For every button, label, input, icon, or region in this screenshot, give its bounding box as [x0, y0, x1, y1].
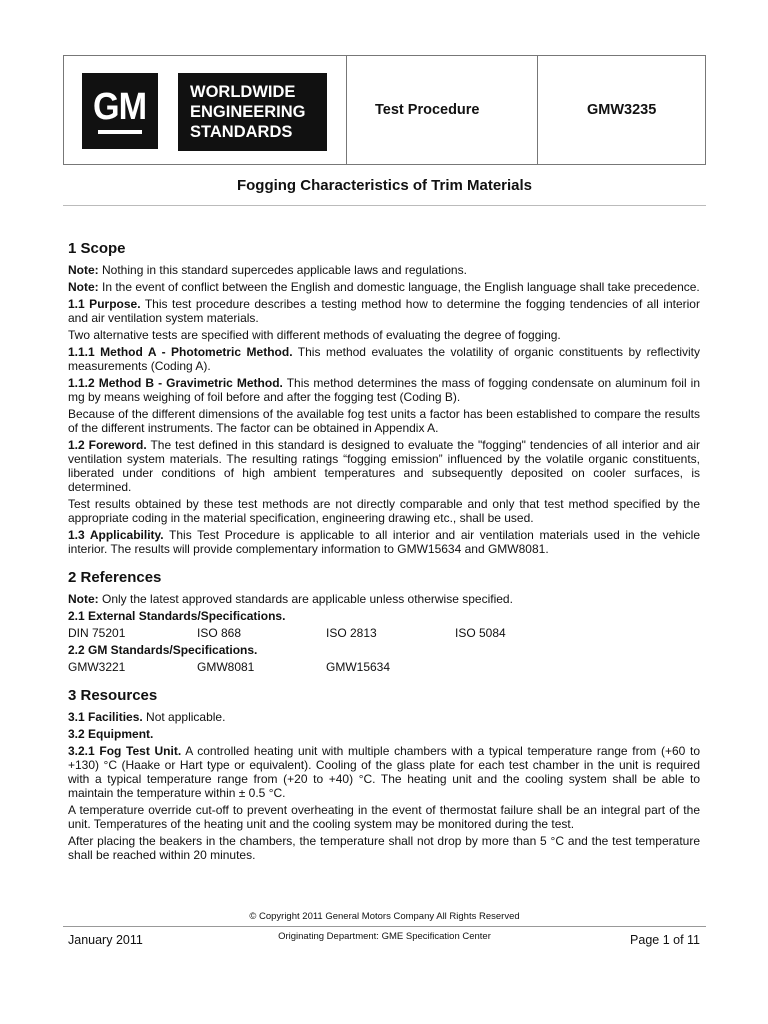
references-note: Note: Only the latest approved standards are applicable unless otherwise specified. [68, 592, 513, 606]
reference-item: ISO 5084 [455, 626, 506, 640]
header-divider [537, 56, 538, 164]
footer-copyright: © Copyright 2011 General Motors Company All Rights Reserved [249, 911, 520, 922]
footer-date: January 2011 [68, 933, 143, 947]
external-standards-list [68, 626, 700, 640]
applicability-paragraph: 1.3 Applicability. This Test Procedure is applicable to all interior and air ventilation materials used in the vehicle interior. The results will provide complementary information to GMW15634 and GMW8081. [68, 528, 700, 556]
fog-test-unit-paragraph: 3.2.1 Fog Test Unit. A controlled heating unit with multiple chambers with a typical temperature range from (+60 to +130) °C (Haake or Hart type or equivalent). Cooling of the glass plate for each test chamber in the unit is required with a typical temperature range from (+20 to +40) °C. The heating unit and the cooling system shall be able to maintain the temperature within ± 0.5 °C. [68, 744, 700, 800]
external-standards-heading: 2.1 External Standards/Specifications. [68, 609, 286, 623]
reference-item: GMW15634 [326, 660, 391, 674]
gm-standards-list [68, 660, 700, 674]
gm-logo [82, 73, 158, 149]
foreword-paragraph: 1.2 Foreword. The test defined in this standard is designed to evaluate the "fogging" tendencies of all interior and air ventilation system materials. The resulting ratings “fogging emission” influenced by the volatile organic constituents, liberated under conditions of high ambient temperatures and subsequently deposited on cooler surfaces, is determined. [68, 438, 700, 494]
scope-note-2: Note: In the event of conflict between the English and domestic language, the English language shall take precedence. [68, 280, 700, 294]
reference-item: DIN 75201 [68, 626, 126, 640]
header-box [63, 55, 706, 165]
footer-divider [63, 926, 706, 927]
reference-item: ISO 2813 [326, 626, 377, 640]
dimensions-paragraph: Because of the different dimensions of the available fog test units a factor has been established to compare the results of the different instruments. The factor can be obtained in Appendix A. [68, 407, 700, 435]
scope-note-1: Note: Nothing in this standard supercedes applicable laws and regulations. [68, 263, 467, 277]
footer-department: Originating Department: GME Specification Center [278, 931, 491, 942]
title-divider [63, 205, 706, 206]
section-heading-scope: 1 Scope [68, 240, 126, 257]
alt-tests-paragraph: Two alternative tests are specified with different methods of evaluating the degree of fogging. [68, 328, 561, 342]
reference-item: GMW3221 [68, 660, 126, 674]
header-divider [346, 56, 347, 164]
doc-number: GMW3235 [587, 102, 657, 118]
doc-type: Test Procedure [375, 102, 480, 118]
results-paragraph: Test results obtained by these test methods are not directly comparable and only that test method specified by the appropriate coding in the material specification, engineering drawing etc., shall be used. [68, 497, 700, 525]
footer-page-number: Page 1 of 11 [630, 933, 700, 947]
reference-item: ISO 868 [197, 626, 242, 640]
section-heading-resources: 3 Resources [68, 687, 158, 704]
purpose-paragraph: 1.1 Purpose. This test procedure describes a testing method how to determine the fogging tendencies of all interior and air ventilation system materials. [68, 297, 700, 325]
badge-line: STANDARDS [190, 123, 293, 141]
gm-logo-underline [98, 130, 142, 134]
method-a-paragraph: 1.1.1 Method A - Photometric Method. This method evaluates the volatility of organic constituents by reflectivity measurements (Coding A). [68, 345, 700, 373]
section-heading-references: 2 References [68, 569, 162, 586]
gm-standards-heading: 2.2 GM Standards/Specifications. [68, 643, 258, 657]
badge-line: ENGINEERING [190, 103, 306, 121]
method-b-paragraph: 1.1.2 Method B - Gravimetric Method. This method determines the mass of fogging condensate on aluminum foil in mg by means weighing of foil before and after the fogging test (Coding B). [68, 376, 700, 404]
equipment-heading: 3.2 Equipment. [68, 727, 154, 741]
override-paragraph: A temperature override cut-off to prevent overheating in the event of thermostat failure shall be an integral part of the unit. Temperatures of the heating unit and the cooling system may be monitored during the test. [68, 803, 700, 831]
reference-item: GMW8081 [197, 660, 255, 674]
document-body [68, 240, 700, 865]
gm-logo-text: GM [93, 86, 147, 128]
facilities-paragraph: 3.1 Facilities. Not applicable. [68, 710, 226, 724]
worldwide-engineering-standards-badge [178, 73, 327, 151]
beakers-paragraph: After placing the beakers in the chambers, the temperature shall not drop by more than 5 °C and the test temperature shall be reached within 20 minutes. [68, 834, 700, 862]
document-title: Fogging Characteristics of Trim Materials [236, 177, 533, 194]
badge-line: WORLDWIDE [190, 83, 296, 101]
